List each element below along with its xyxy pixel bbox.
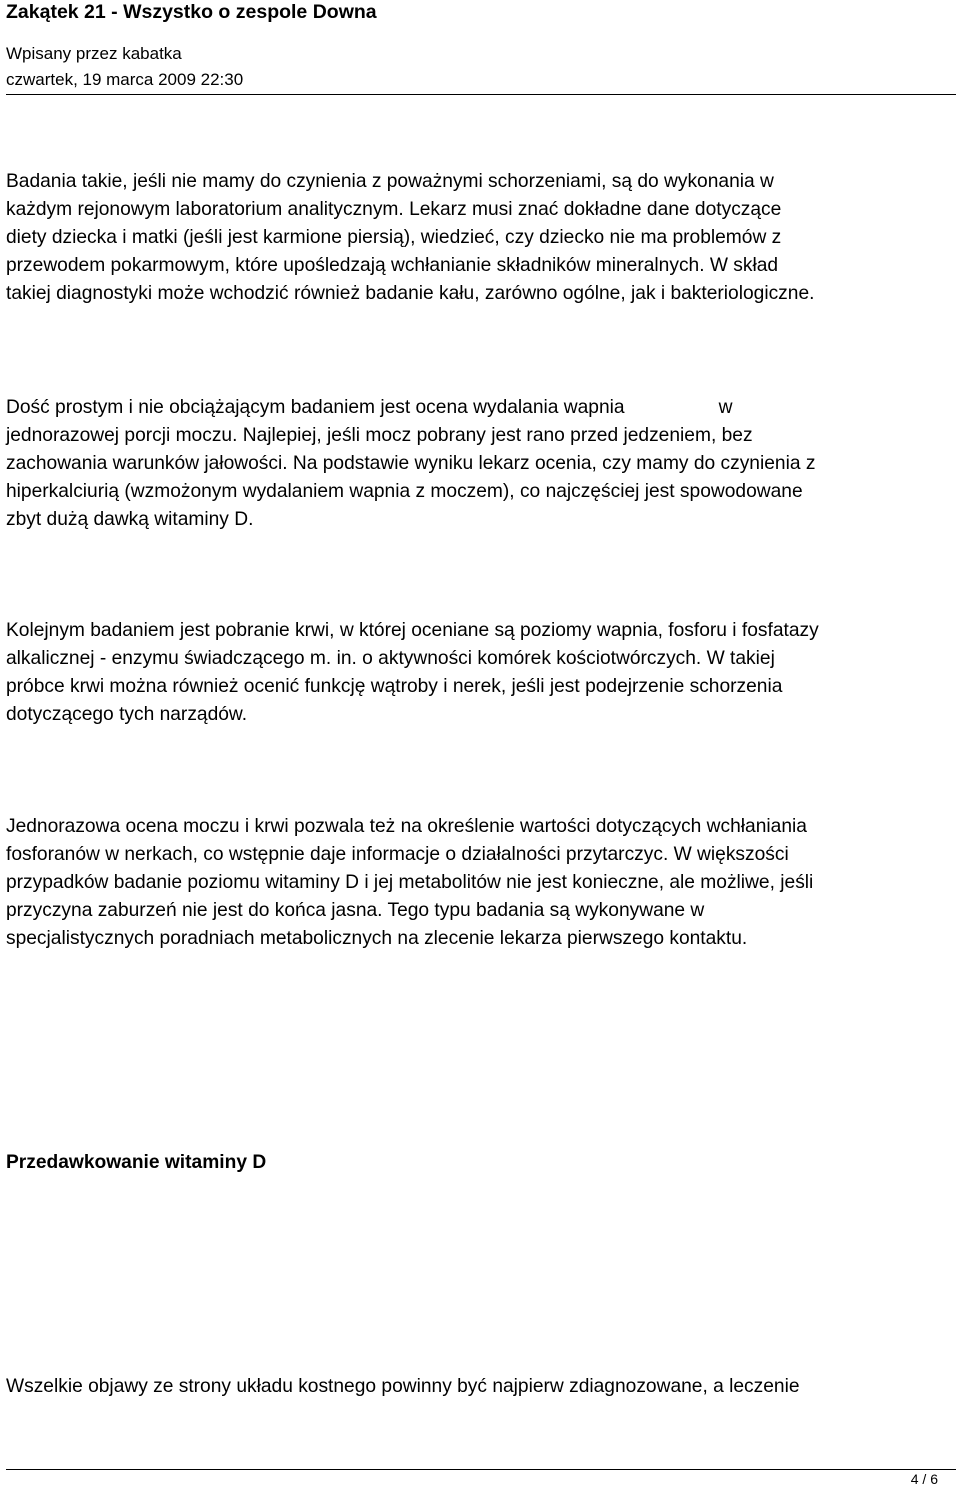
document-header: [6, 0, 956, 95]
author-line: Wpisany przez kabatka: [6, 44, 182, 63]
text-line: jednorazowej porcji moczu. Najlepiej, jeśli mocz pobrany jest rano przed jedzeniem, bez: [6, 425, 753, 446]
date-line: czwartek, 19 marca 2009 22:30: [6, 70, 244, 89]
text-line: próbce krwi można również ocenić funkcję wątroby i nerek, jeśli jest podejrzenie schorzenia: [6, 676, 783, 697]
page-number: 4 / 6: [910, 1471, 938, 1487]
text-line: Jednorazowa ocena moczu i krwi pozwala też na określenie wartości dotyczących wchłaniania: [6, 816, 807, 837]
text-line: fosforanów w nerkach, co wstępnie daje informacje o działalności przytarczyc. W większości: [6, 844, 789, 865]
section-heading: Przedawkowanie witaminy D: [6, 1152, 267, 1173]
text-line: dotyczącego tych narządów.: [6, 704, 248, 725]
text-line: alkalicznej - enzymu świadczącego m. in. o aktywności komórek kościotwórczych. W takiej: [6, 648, 775, 669]
text-line: [6, 394, 956, 422]
paragraph-urine-calcium: [6, 394, 956, 534]
text-line: każdym rejonowym laboratorium analitycznym. Lekarz musi znać dokładne dane dotyczące: [6, 199, 782, 220]
text-line: Badania takie, jeśli nie mamy do czynienia z poważnymi schorzeniami, są do wykonania w: [6, 171, 774, 192]
text-line: takiej diagnostyki może wchodzić również badanie kału, zarówno ogólne, jak i bakteriologiczne.: [6, 283, 815, 304]
footer-divider: [6, 1469, 956, 1470]
document-title: Zakątek 21 - Wszystko o zespole Downa: [6, 1, 377, 23]
text-line: Kolejnym badaniem jest pobranie krwi, w której oceniane są poziomy wapnia, fosforu i fosfatazy: [6, 620, 819, 641]
text-line: hiperkalciurią (wzmożonym wydalaniem wapnia z moczem), co najczęściej jest spowodowane: [6, 481, 803, 502]
text-line: zbyt dużą dawką witaminy D.: [6, 509, 254, 530]
paragraph-blood-test: [6, 617, 956, 729]
paragraph-phosphate-assessment: [6, 813, 956, 953]
text-line: diety dziecka i matki (jeśli jest karmione piersią), wiedzieć, czy dziecko nie ma problemów z: [6, 227, 782, 248]
text-line: Wszelkie objawy ze strony układu kostnego powinny być najpierw zdiagnozowane, a leczenie: [6, 1376, 800, 1397]
closing-paragraph: [6, 1373, 956, 1401]
text-line: specjalistycznych poradniach metabolicznych na zlecenie lekarza pierwszego kontaktu.: [6, 928, 748, 949]
text-line: zachowania warunków jałowości. Na podstawie wyniku lekarz ocenia, czy mamy do czynienia z: [6, 453, 816, 474]
text-line: przewodem pokarmowym, które upośledzają wchłanianie składników mineralnych. W skład: [6, 255, 779, 276]
text-line: przyczyna zaburzeń nie jest do końca jasna. Tego typu badania są wykonywane w: [6, 900, 705, 921]
text-line: przypadków badanie poziomu witaminy D i jej metabolitów nie jest konieczne, ale możliwe, jeśli: [6, 872, 814, 893]
text-fragment: w: [718, 397, 733, 418]
paragraph-lab-tests: [6, 168, 956, 308]
text-fragment: Dość prostym i nie obciążającym badaniem jest ocena wydalania wapnia: [6, 397, 625, 418]
